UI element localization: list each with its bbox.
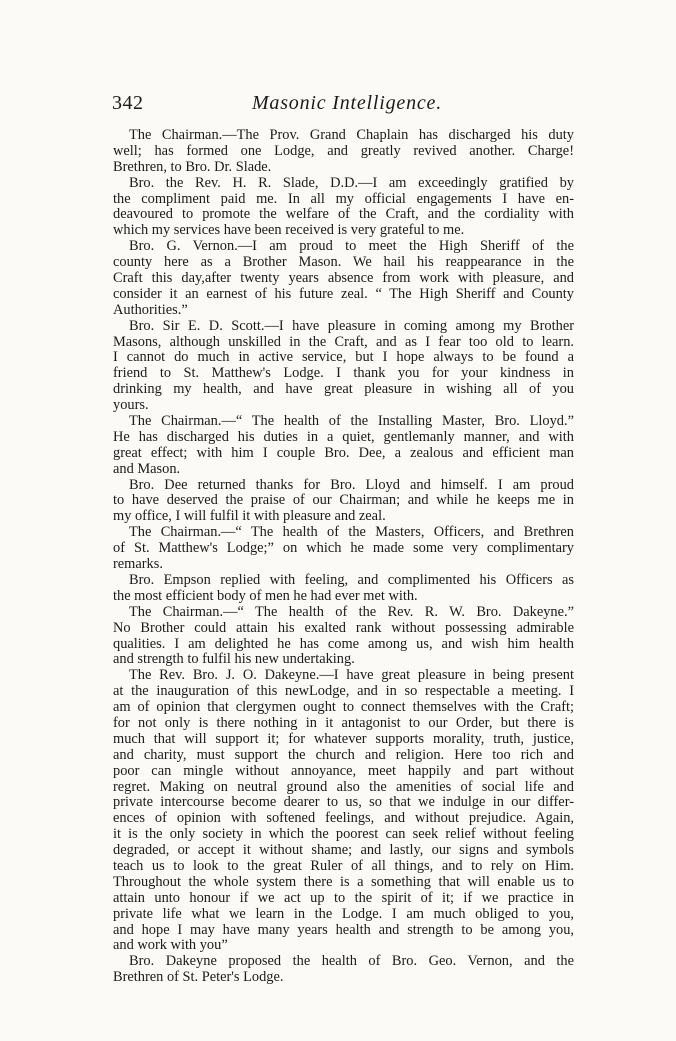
- text-line: yours.: [113, 397, 149, 414]
- text-line: I cannot do much in active service, but I hope always to be found a: [113, 349, 574, 366]
- text-line: The Chairman.—The Prov. Grand Chaplain has discharged his duty: [129, 127, 574, 143]
- text-line: great effect; with him I couple Bro. Dee, a zealous and efficient man: [113, 444, 574, 461]
- text-line: Masons, although unskilled in the Craft, and as I fear too old to learn.: [113, 333, 574, 350]
- text-line: Brethren of St. Peter's Lodge.: [113, 969, 284, 986]
- text-line: and charity, must support the church and religion. Here too rich and: [113, 746, 574, 763]
- text-line: and Mason.: [113, 460, 181, 477]
- text-line: Throughout the whole system there is a something that will enable us to: [113, 873, 574, 890]
- text-line: Brethren, to Bro. Dr. Slade.: [113, 158, 272, 175]
- text-line: am of opinion that clergymen ought to connect themselves with the Craft;: [113, 699, 574, 716]
- text-line: and work with you”: [113, 937, 228, 954]
- text-line: for not only is there nothing in it antagonist to our Order, but there is: [113, 714, 574, 731]
- text-line: Bro. Sir E. D. Scott.—I have pleasure in coming among my Brother: [129, 317, 574, 334]
- text-line: The Chairman.—“ The health of the Rev. R. W. Bro. Dakeyne.”: [129, 603, 574, 620]
- text-line: consider it an earnest of his future zeal. “ The High Sheriff and County: [113, 285, 574, 302]
- text-line: it is the only society in which the poorest can seek relief without feeling: [113, 826, 574, 843]
- text-line: Bro. Empson replied with feeling, and complimented his Officers as: [129, 571, 574, 588]
- text-line: He has discharged his duties in a quiet, gentlemanly manner, and with: [113, 428, 574, 445]
- text-line: Bro. the Rev. H. R. Slade, D.D.—I am exceedingly gratified by: [129, 174, 574, 191]
- text-line: the most efficient body of men he had ever met with.: [113, 587, 418, 604]
- article-body: [113, 128, 574, 986]
- text-line: Authorities.”: [113, 301, 188, 318]
- text-line: my office, I will fulfil it with pleasure and zeal.: [113, 508, 386, 525]
- text-line: Bro. G. Vernon.—I am proud to meet the High Sheriff of the: [129, 238, 574, 255]
- text-line: regret. Making on neutral ground also the amenities of social life and: [113, 778, 574, 795]
- text-line: well; has formed one Lodge, and greatly revived another. Charge!: [113, 142, 574, 159]
- text-line: and strength to fulfil his new undertaking.: [113, 651, 355, 668]
- running-title: Masonic Intelligence.: [251, 92, 443, 114]
- text-line: ences of opinion with softened feelings, and without prejudice. Again,: [113, 810, 574, 827]
- text-line: county here as a Brother Mason. We hail his reappearance in the: [113, 254, 574, 271]
- text-line: private life what we learn in the Lodge. I am much obliged to you,: [113, 905, 574, 922]
- text-line: Bro. Dee returned thanks for Bro. Lloyd and himself. I am proud: [129, 476, 574, 493]
- text-line: which my services have been received is very grateful to me.: [113, 222, 465, 239]
- text-line: poor can mingle without annoyance, meet happily and part without: [113, 762, 574, 779]
- text-line: to have deserved the praise of our Chairman; and while he keeps me in: [113, 492, 574, 509]
- text-line: attain unto honour if we act up to the spirit of it; if we practice in: [113, 889, 574, 906]
- text-line: drinking my health, and have great pleasure in wishing all of you: [113, 381, 574, 398]
- text-line: and hope I may have many years health and strength to be among you,: [113, 921, 574, 938]
- page-header: [112, 92, 572, 118]
- text-line: deavoured to promote the welfare of the Craft, and the cordiality with: [113, 206, 574, 223]
- text-line: The Chairman.—“ The health of the Installing Master, Bro. Lloyd.”: [129, 413, 574, 430]
- text-line: The Chairman.—“ The health of the Masters, Officers, and Brethren: [129, 524, 574, 541]
- text-line: the compliment paid me. In all my official engagements I have en-: [113, 190, 574, 207]
- text-line: much that will support it; for whatever supports morality, truth, justice,: [113, 730, 574, 747]
- page-number: 342: [112, 92, 144, 114]
- text-line: The Rev. Bro. J. O. Dakeyne.—I have great pleasure in being present: [129, 667, 574, 684]
- text-line: degraded, or accept it without shame; and lastly, our signs and symbols: [113, 842, 574, 859]
- text-line: qualities. I am delighted he has come among us, and wish him health: [113, 635, 574, 652]
- text-line: Craft this day,after twenty years absence from work with pleasure, and: [113, 270, 574, 287]
- text-line: friend to St. Matthew's Lodge. I thank you for your kindness in: [113, 365, 574, 382]
- text-line: remarks.: [113, 556, 163, 573]
- text-line: teach us to look to the great Ruler of all things, and to rely on Him.: [113, 857, 574, 874]
- text-line: No Brother could attain his exalted rank without possessing admirable: [113, 619, 574, 636]
- text-line: at the inauguration of this newLodge, and in so respectable a meeting. I: [113, 683, 574, 700]
- text-line: private intercourse become dearer to us, so that we indulge in our differ-: [113, 794, 574, 811]
- text-line: of St. Matthew's Lodge;” on which he made some very complimentary: [113, 540, 574, 557]
- text-line: Bro. Dakeyne proposed the health of Bro. Geo. Vernon, and the: [129, 953, 574, 970]
